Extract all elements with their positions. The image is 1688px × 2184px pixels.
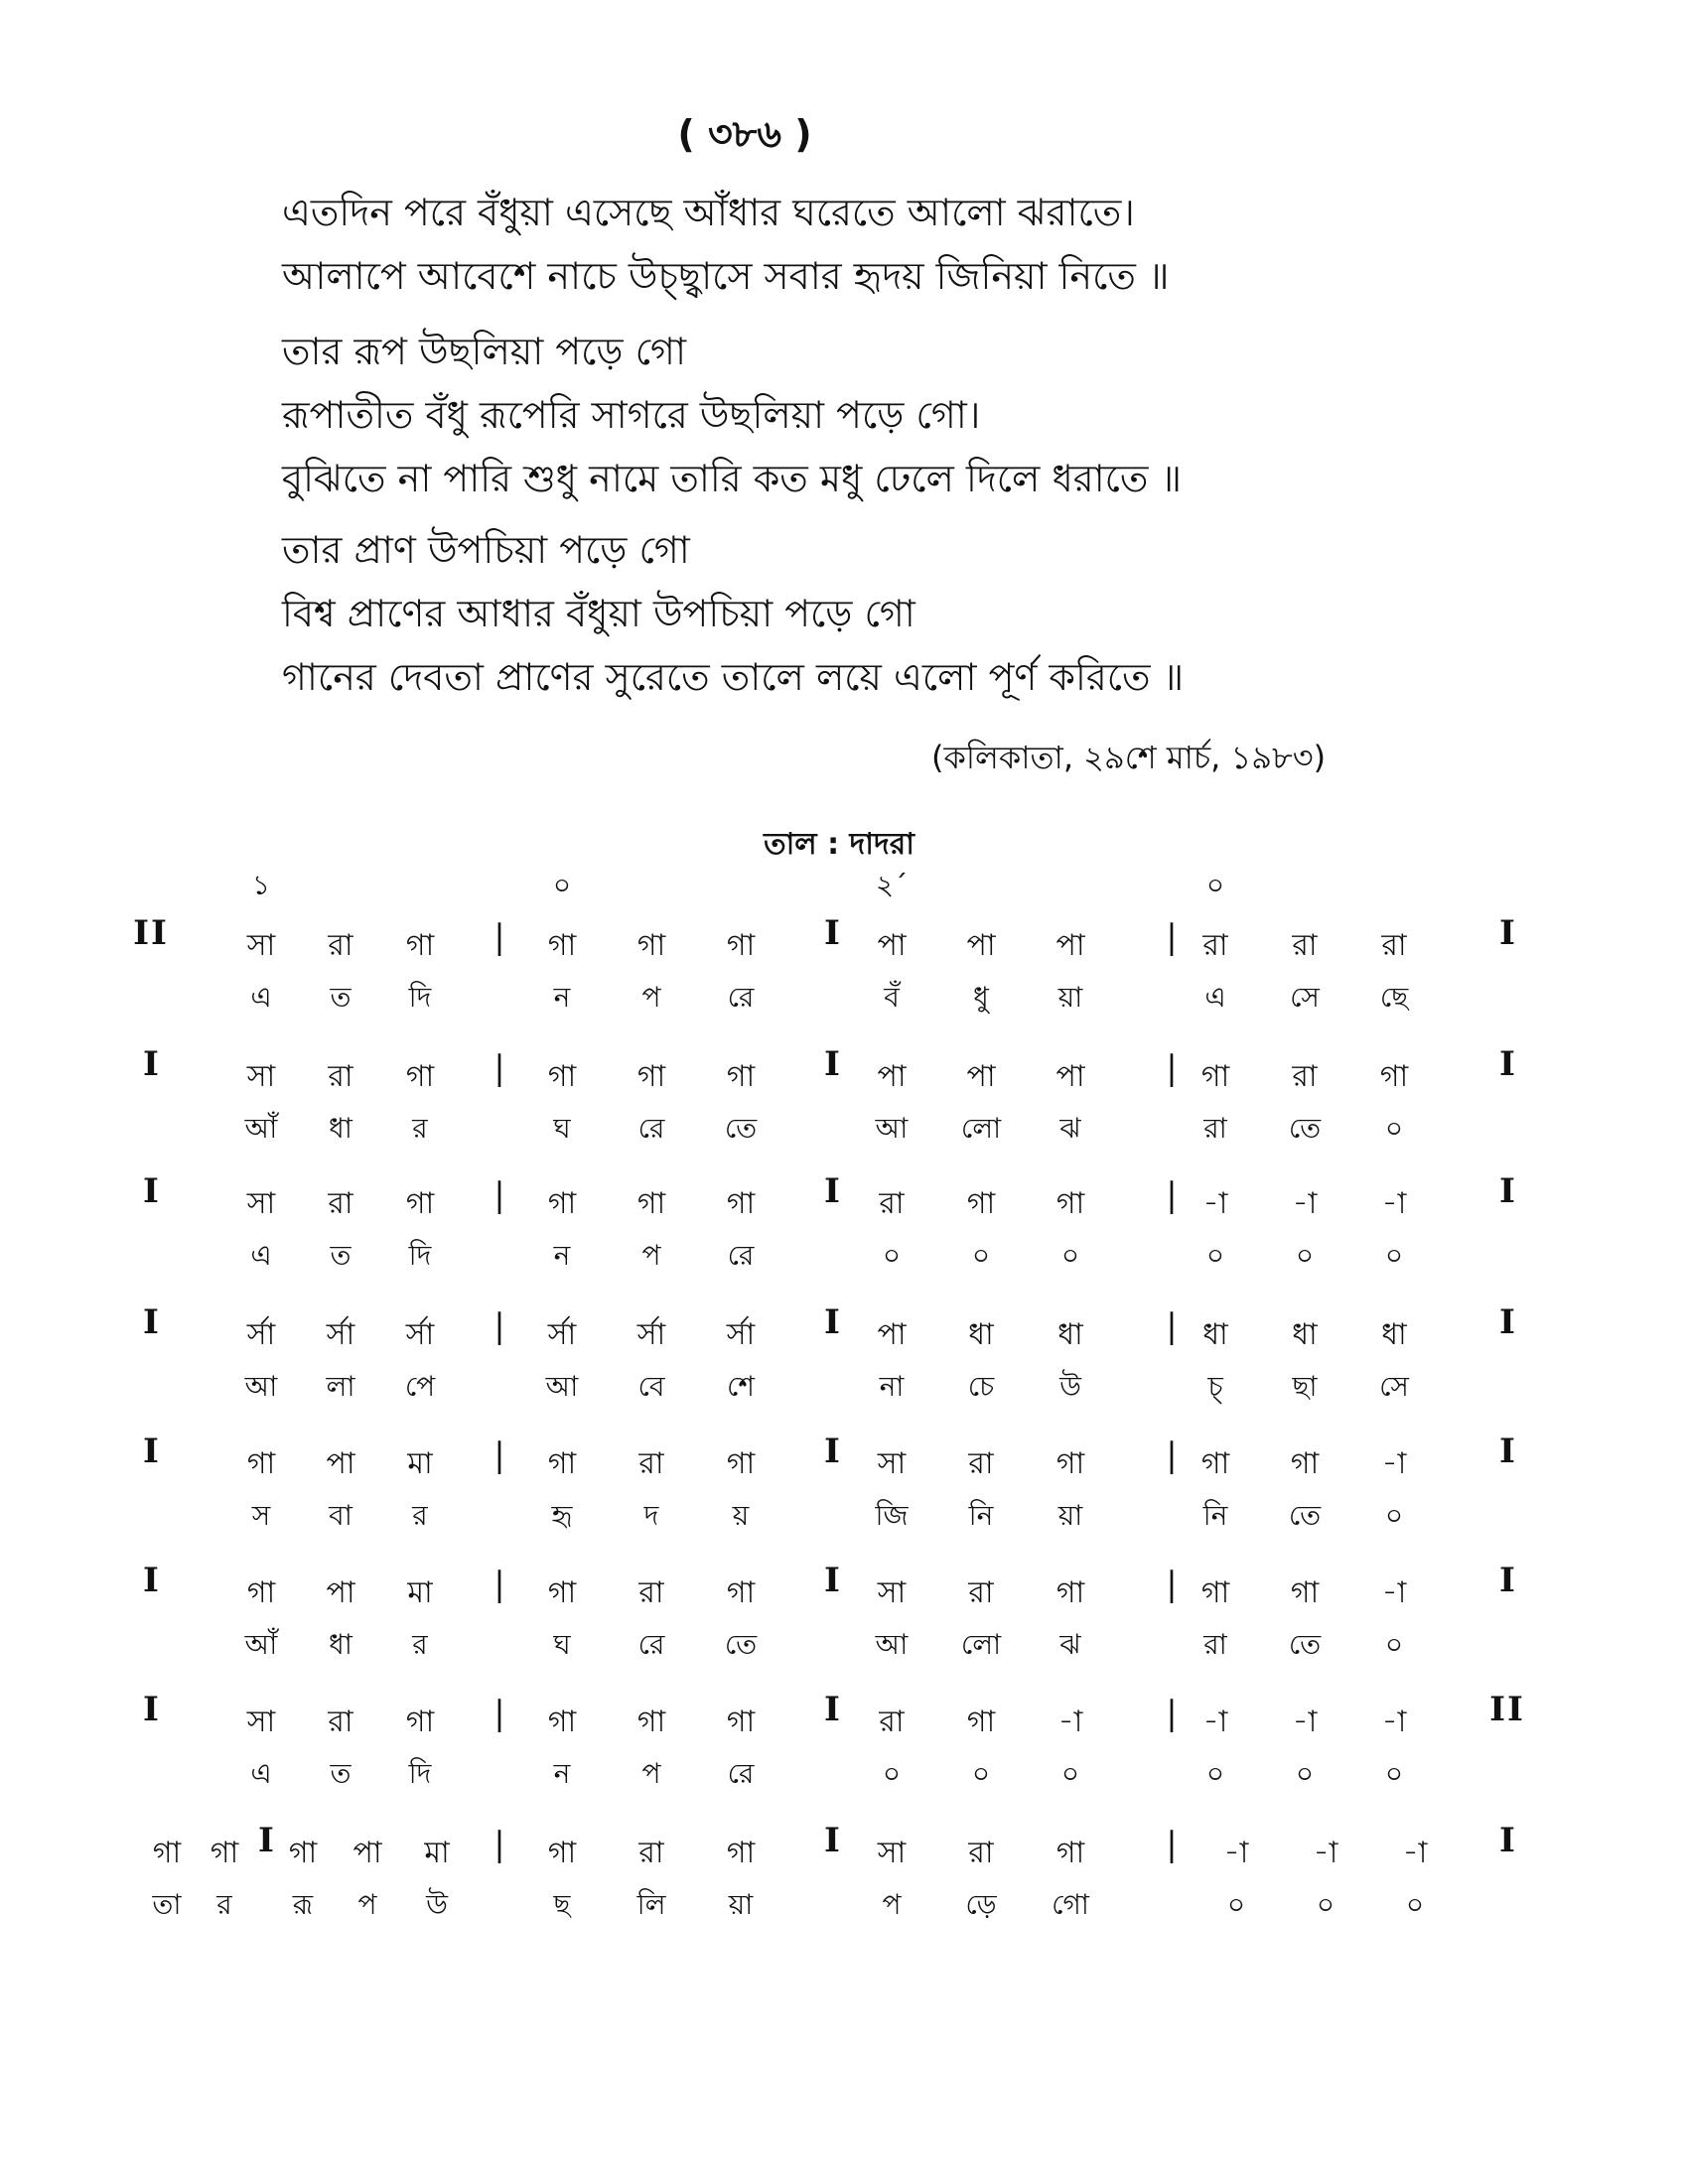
lyric-syllable: র <box>412 1628 428 1661</box>
swara-note: মা <box>407 1446 433 1481</box>
lyric-syllable: ০ <box>1384 1757 1404 1790</box>
swara-note: গা <box>1379 1059 1409 1094</box>
bar-line: I <box>1499 1821 1515 1860</box>
lyric-syllable: নি <box>1202 1499 1228 1532</box>
swara-note: গা <box>966 1705 996 1739</box>
lyric-syllable: আ <box>545 1370 579 1403</box>
swara-note: গা <box>726 1836 756 1870</box>
swara-note: -া <box>1202 1186 1228 1221</box>
avartan-bar: I <box>824 1821 840 1860</box>
lyric-syllable: প <box>641 1239 661 1272</box>
bar-line: I <box>1499 1561 1515 1600</box>
lyric-line: গানের দেবতা প্রাণের সুরেতে তালে লয়ে এলো পূর্ণ করিতে ॥ <box>282 655 1185 699</box>
swara-note: গা <box>405 928 435 963</box>
swara-note: গা <box>726 1059 756 1094</box>
vibhag-bar: | <box>1166 1435 1178 1475</box>
lyric-syllable: দি <box>408 981 432 1014</box>
lyric-syllable: চে <box>967 1370 995 1403</box>
lyric-syllable: আঁ <box>244 1628 278 1661</box>
lyric-syllable: এ <box>250 1757 272 1790</box>
lyric-syllable: গো <box>1052 1888 1089 1921</box>
lyric-syllable: ০ <box>1060 1239 1080 1272</box>
lyric-syllable: ০ <box>1060 1757 1080 1790</box>
place-date: (কলিকাতা, ২৯শে মার্চ, ১৯৮৩) <box>931 739 1327 776</box>
swara-note: রা <box>968 1446 994 1481</box>
swara-note: -া <box>1402 1836 1428 1870</box>
lyric-syllable: প <box>641 981 661 1014</box>
lyric-syllable: রে <box>637 1628 665 1661</box>
lyric-syllable: ছে <box>1379 981 1409 1014</box>
lyric-syllable: ০ <box>882 1239 902 1272</box>
lyric-syllable: প <box>882 1888 902 1921</box>
lyric-syllable: ছা <box>1292 1370 1318 1403</box>
page-number: ( ৩৮৬ ) <box>677 112 812 156</box>
lyric-syllable: ০ <box>1226 1888 1246 1921</box>
swara-note: -া <box>1381 1446 1407 1481</box>
swara-note: পা <box>326 1575 355 1610</box>
swara-note: রা <box>968 1836 994 1870</box>
swara-note: রা <box>328 928 353 963</box>
swara-note: পা <box>1055 928 1085 963</box>
swara-note: -া <box>1381 1705 1407 1739</box>
swara-note: গা <box>726 1446 756 1481</box>
lyric-syllable: সে <box>1290 981 1320 1014</box>
lyric-syllable: এ <box>1204 981 1226 1014</box>
swara-note: রা <box>1202 928 1228 963</box>
swara-note: র্সা <box>326 1317 355 1352</box>
lyric-syllable: এ <box>250 981 272 1014</box>
lyric-syllable: জি <box>875 1499 909 1532</box>
lyric-syllable: ন <box>553 1757 571 1790</box>
bar-line: II <box>133 913 169 953</box>
avartan-bar: I <box>824 1044 840 1084</box>
swara-note: গা <box>1055 1446 1085 1481</box>
lyric-syllable: নি <box>968 1499 994 1532</box>
avartan-bar: I <box>824 1561 840 1600</box>
lyric-line: এতদিন পরে বঁধুয়া এসেছে আঁধার ঘরেতে আলো ঝরাতে। <box>282 191 1135 234</box>
lyric-line: আলাপে আবেশে নাচে উচ্ছ্বাসে সবার হৃদয় জিনিয়া নিতে ॥ <box>282 254 1170 298</box>
swara-note: র্সা <box>405 1317 435 1352</box>
lyric-line: বিশ্ব প্রাণের আধার বঁধুয়া উপচিয়া পড়ে গো <box>282 592 915 635</box>
swara-note: সা <box>246 928 276 963</box>
vibhag-bar: | <box>493 1565 505 1604</box>
lyric-syllable: এ <box>250 1239 272 1272</box>
lyric-syllable: আ <box>875 1628 909 1661</box>
bar-line: I <box>143 1171 159 1211</box>
swara-note: পা <box>966 1059 996 1094</box>
swara-note: গা <box>1290 1446 1320 1481</box>
lyric-syllable: উ <box>426 1888 448 1921</box>
lyric-syllable: ত <box>330 1757 352 1790</box>
pickup-syllable: র <box>216 1888 232 1921</box>
lyric-syllable: রা <box>1203 1112 1227 1145</box>
lyric-syllable: ০ <box>1384 1112 1404 1145</box>
lyric-syllable: লি <box>636 1888 666 1921</box>
swara-note: পা <box>877 928 907 963</box>
avartan-bar: I <box>824 1302 840 1342</box>
swara-note: রা <box>1381 928 1407 963</box>
pickup-swara: গা <box>210 1836 239 1870</box>
lyric-syllable: ঘ <box>553 1112 571 1145</box>
swara-note: র্সা <box>547 1317 577 1352</box>
lyric-syllable: বা <box>329 1499 352 1532</box>
swara-note: গা <box>547 1446 577 1481</box>
lyric-syllable: রূ <box>292 1888 314 1921</box>
swara-note: গা <box>246 1446 276 1481</box>
beat-mark: ১ <box>251 869 271 901</box>
lyric-syllable: তে <box>1288 1628 1322 1661</box>
lyric-syllable: তে <box>1288 1499 1322 1532</box>
swara-note: গা <box>1055 1836 1085 1870</box>
swara-note: গা <box>1290 1575 1320 1610</box>
avartan-bar: I <box>824 1690 840 1729</box>
swara-note: গা <box>636 928 666 963</box>
lyric-syllable: লো <box>960 1628 1002 1661</box>
vibhag-bar: | <box>1166 1825 1178 1864</box>
swara-note: গা <box>1200 1059 1230 1094</box>
lyric-syllable: বে <box>637 1370 665 1403</box>
swara-note: গা <box>246 1575 276 1610</box>
swara-note: গা <box>726 1186 756 1221</box>
avartan-bar: I <box>824 1171 840 1211</box>
lyric-syllable: ন <box>553 981 571 1014</box>
vibhag-bar: | <box>1166 917 1178 957</box>
lyric-syllable: য়া <box>1057 1499 1083 1532</box>
swara-note: রা <box>328 1705 353 1739</box>
swara-note: গা <box>726 1575 756 1610</box>
lyric-syllable: ত <box>330 981 352 1014</box>
swara-note: গা <box>547 1575 577 1610</box>
swara-note: ধা <box>1057 1317 1083 1352</box>
lyric-syllable: ঘ <box>553 1628 571 1661</box>
swara-note: সা <box>246 1059 276 1094</box>
vibhag-bar: | <box>1166 1306 1178 1346</box>
lyric-syllable: য়া <box>728 1888 754 1921</box>
swara-note: গা <box>547 1705 577 1739</box>
tala-heading: তাল : দাদরা <box>764 827 914 862</box>
swara-note: গা <box>636 1059 666 1094</box>
vibhag-bar: | <box>493 1175 505 1215</box>
lyric-syllable: য়া <box>1057 981 1083 1014</box>
swara-note: -া <box>1381 1575 1407 1610</box>
beat-mark: ২´ <box>875 869 909 901</box>
bar-line: I <box>143 1432 159 1471</box>
vibhag-bar: | <box>1166 1694 1178 1733</box>
lyric-syllable: তে <box>1288 1112 1322 1145</box>
swara-note: -া <box>1292 1705 1318 1739</box>
swara-note: -া <box>1202 1705 1228 1739</box>
swara-note: গা <box>966 1186 996 1221</box>
swara-note: সা <box>877 1446 907 1481</box>
lyric-syllable: য় <box>732 1499 750 1532</box>
lyric-syllable: আ <box>244 1370 278 1403</box>
lyric-syllable: তে <box>724 1112 758 1145</box>
lyric-syllable: লো <box>960 1112 1002 1145</box>
lyric-line: তার প্রাণ উপচিয়া পড়ে গো <box>282 528 690 572</box>
bar-line: I <box>143 1690 159 1729</box>
lyric-syllable: আ <box>875 1112 909 1145</box>
swara-note: রা <box>328 1059 353 1094</box>
swara-note: রা <box>879 1186 905 1221</box>
lyric-syllable: ০ <box>1205 1757 1225 1790</box>
swara-note: গা <box>547 1186 577 1221</box>
swara-note: মা <box>407 1575 433 1610</box>
lyric-syllable: ধা <box>329 1628 352 1661</box>
swara-note: গা <box>726 1705 756 1739</box>
vibhag-bar: | <box>493 1306 505 1346</box>
vibhag-bar: | <box>1166 1175 1178 1215</box>
lyric-syllable: না <box>879 1370 905 1403</box>
swara-note: গা <box>1200 1446 1230 1481</box>
swara-note: সা <box>877 1836 907 1870</box>
swara-note: র্সা <box>726 1317 756 1352</box>
bar-line: I <box>1499 1044 1515 1084</box>
lyric-line: বুঝিতে না পারি শুধু নামে তারি কত মধু ঢেলে দিলে ধরাতে ॥ <box>282 457 1183 500</box>
bar-line: I <box>1499 1171 1515 1211</box>
vibhag-bar: | <box>493 917 505 957</box>
bar-line: I <box>143 1044 159 1084</box>
swara-note: পা <box>877 1059 907 1094</box>
swara-note: গা <box>547 1836 577 1870</box>
lyric-syllable: ত <box>330 1239 352 1272</box>
lyric-syllable: লা <box>326 1370 355 1403</box>
lyric-syllable: প <box>641 1757 661 1790</box>
lyric-syllable: ০ <box>1316 1888 1336 1921</box>
swara-note: ধা <box>1381 1317 1407 1352</box>
lyric-line: রূপাতীত বঁধু রূপেরি সাগরে উছলিয়া পড়ে গো। <box>282 393 981 437</box>
vibhag-bar: | <box>493 1048 505 1088</box>
lyric-syllable: ০ <box>1295 1239 1315 1272</box>
swara-note: রা <box>638 1575 664 1610</box>
lyric-syllable: উ <box>1059 1370 1081 1403</box>
swara-note: পা <box>352 1836 382 1870</box>
swara-note: রা <box>1292 928 1318 963</box>
lyric-syllable: ড়ে <box>965 1888 997 1921</box>
lyric-syllable: ০ <box>971 1757 991 1790</box>
lyric-syllable: প <box>357 1888 377 1921</box>
stanza-3 <box>282 518 1474 709</box>
lyric-syllable: ছ <box>553 1888 571 1921</box>
lyric-syllable: ০ <box>1384 1499 1404 1532</box>
stanza-1 <box>282 181 1474 308</box>
lyric-syllable: ন <box>553 1239 571 1272</box>
lyric-syllable: রে <box>727 981 755 1014</box>
lyric-syllable: রা <box>1203 1628 1227 1661</box>
swara-note: পা <box>877 1317 907 1352</box>
swara-note: গা <box>405 1059 435 1094</box>
swara-note: গা <box>636 1186 666 1221</box>
lyric-syllable: ঝ <box>1059 1112 1081 1145</box>
bar-line: I <box>1499 913 1515 953</box>
lyric-syllable: ০ <box>1405 1888 1425 1921</box>
lyric-syllable: ০ <box>1295 1757 1315 1790</box>
vibhag-bar: | <box>493 1694 505 1733</box>
lyric-syllable: রে <box>637 1112 665 1145</box>
avartan-bar: I <box>824 1432 840 1471</box>
swara-note: মা <box>424 1836 450 1870</box>
swara-note: রা <box>1292 1059 1318 1094</box>
vibhag-bar: | <box>493 1825 505 1864</box>
lyric-syllable: ০ <box>1384 1239 1404 1272</box>
vibhag-bar: | <box>493 1435 505 1475</box>
beat-mark: ০ <box>1205 869 1225 901</box>
beat-mark: ০ <box>552 869 572 901</box>
stanza-2 <box>282 320 1474 510</box>
swara-note: ধা <box>1202 1317 1228 1352</box>
lyric-syllable: রে <box>727 1239 755 1272</box>
lyric-syllable: শে <box>727 1370 755 1403</box>
swara-note: গা <box>1055 1575 1085 1610</box>
lyric-syllable: দ <box>643 1499 659 1532</box>
vibhag-bar: | <box>1166 1565 1178 1604</box>
bar-line: II <box>1489 1690 1525 1729</box>
swara-note: গা <box>547 1059 577 1094</box>
lyric-syllable: রে <box>727 1757 755 1790</box>
vibhag-bar: | <box>1166 1048 1178 1088</box>
swara-note: -া <box>1292 1186 1318 1221</box>
bar-line: I <box>143 1561 159 1600</box>
swara-note: ধা <box>1292 1317 1318 1352</box>
swara-note: -া <box>1223 1836 1249 1870</box>
lyric-syllable: তে <box>724 1628 758 1661</box>
lyric-syllable: র <box>412 1112 428 1145</box>
lyric-syllable: আঁ <box>244 1112 278 1145</box>
swara-note: গা <box>1055 1186 1085 1221</box>
swara-note: র্সা <box>636 1317 666 1352</box>
swara-note: গা <box>547 928 577 963</box>
swara-note: র্সা <box>246 1317 276 1352</box>
pickup-swara: গা <box>152 1836 182 1870</box>
lyric-syllable: ০ <box>1205 1239 1225 1272</box>
bar-line: I <box>1499 1302 1515 1342</box>
lyric-syllable: ০ <box>1384 1628 1404 1661</box>
swara-note: ধা <box>968 1317 994 1352</box>
swara-note: গা <box>726 928 756 963</box>
lyric-syllable: ০ <box>882 1757 902 1790</box>
pickup-syllable: তা <box>152 1888 182 1921</box>
swara-note: রা <box>638 1446 664 1481</box>
lyric-syllable: ঝ <box>1059 1628 1081 1661</box>
bar-line: I <box>1499 1432 1515 1471</box>
lyric-syllable: দি <box>408 1239 432 1272</box>
swara-note: রা <box>968 1575 994 1610</box>
lyric-syllable: ধা <box>329 1112 352 1145</box>
swara-note: সা <box>246 1186 276 1221</box>
lyric-syllable: ০ <box>971 1239 991 1272</box>
swara-note: পা <box>966 928 996 963</box>
lyric-syllable: বঁ <box>884 981 900 1014</box>
swara-note: গা <box>405 1186 435 1221</box>
avartan-bar: I <box>258 1821 274 1860</box>
swara-note: রা <box>328 1186 353 1221</box>
bar-line: I <box>143 1302 159 1342</box>
lyric-syllable: পে <box>404 1370 436 1403</box>
swara-note: গা <box>288 1836 318 1870</box>
swara-note: সা <box>246 1705 276 1739</box>
lyric-syllable: স <box>251 1499 271 1532</box>
lyric-syllable: দি <box>408 1757 432 1790</box>
swara-note: সা <box>877 1575 907 1610</box>
swara-note: -া <box>1057 1705 1083 1739</box>
swara-note: রা <box>638 1836 664 1870</box>
swara-note: গা <box>405 1705 435 1739</box>
swara-note: -া <box>1381 1186 1407 1221</box>
swara-note: -া <box>1313 1836 1338 1870</box>
swara-note: পা <box>1055 1059 1085 1094</box>
swara-note: গা <box>636 1705 666 1739</box>
lyric-line: তার রূপ উছলিয়া পড়ে গো <box>282 330 686 373</box>
lyric-syllable: সে <box>1379 1370 1409 1403</box>
swara-note: রা <box>879 1705 905 1739</box>
lyric-syllable: ধু <box>973 981 989 1014</box>
lyric-syllable: হৃ <box>551 1499 573 1532</box>
swara-note: পা <box>326 1446 355 1481</box>
lyric-syllable: র <box>412 1499 428 1532</box>
swara-note: গা <box>1200 1575 1230 1610</box>
avartan-bar: I <box>824 913 840 953</box>
lyric-syllable: চ্ <box>1207 1370 1223 1403</box>
